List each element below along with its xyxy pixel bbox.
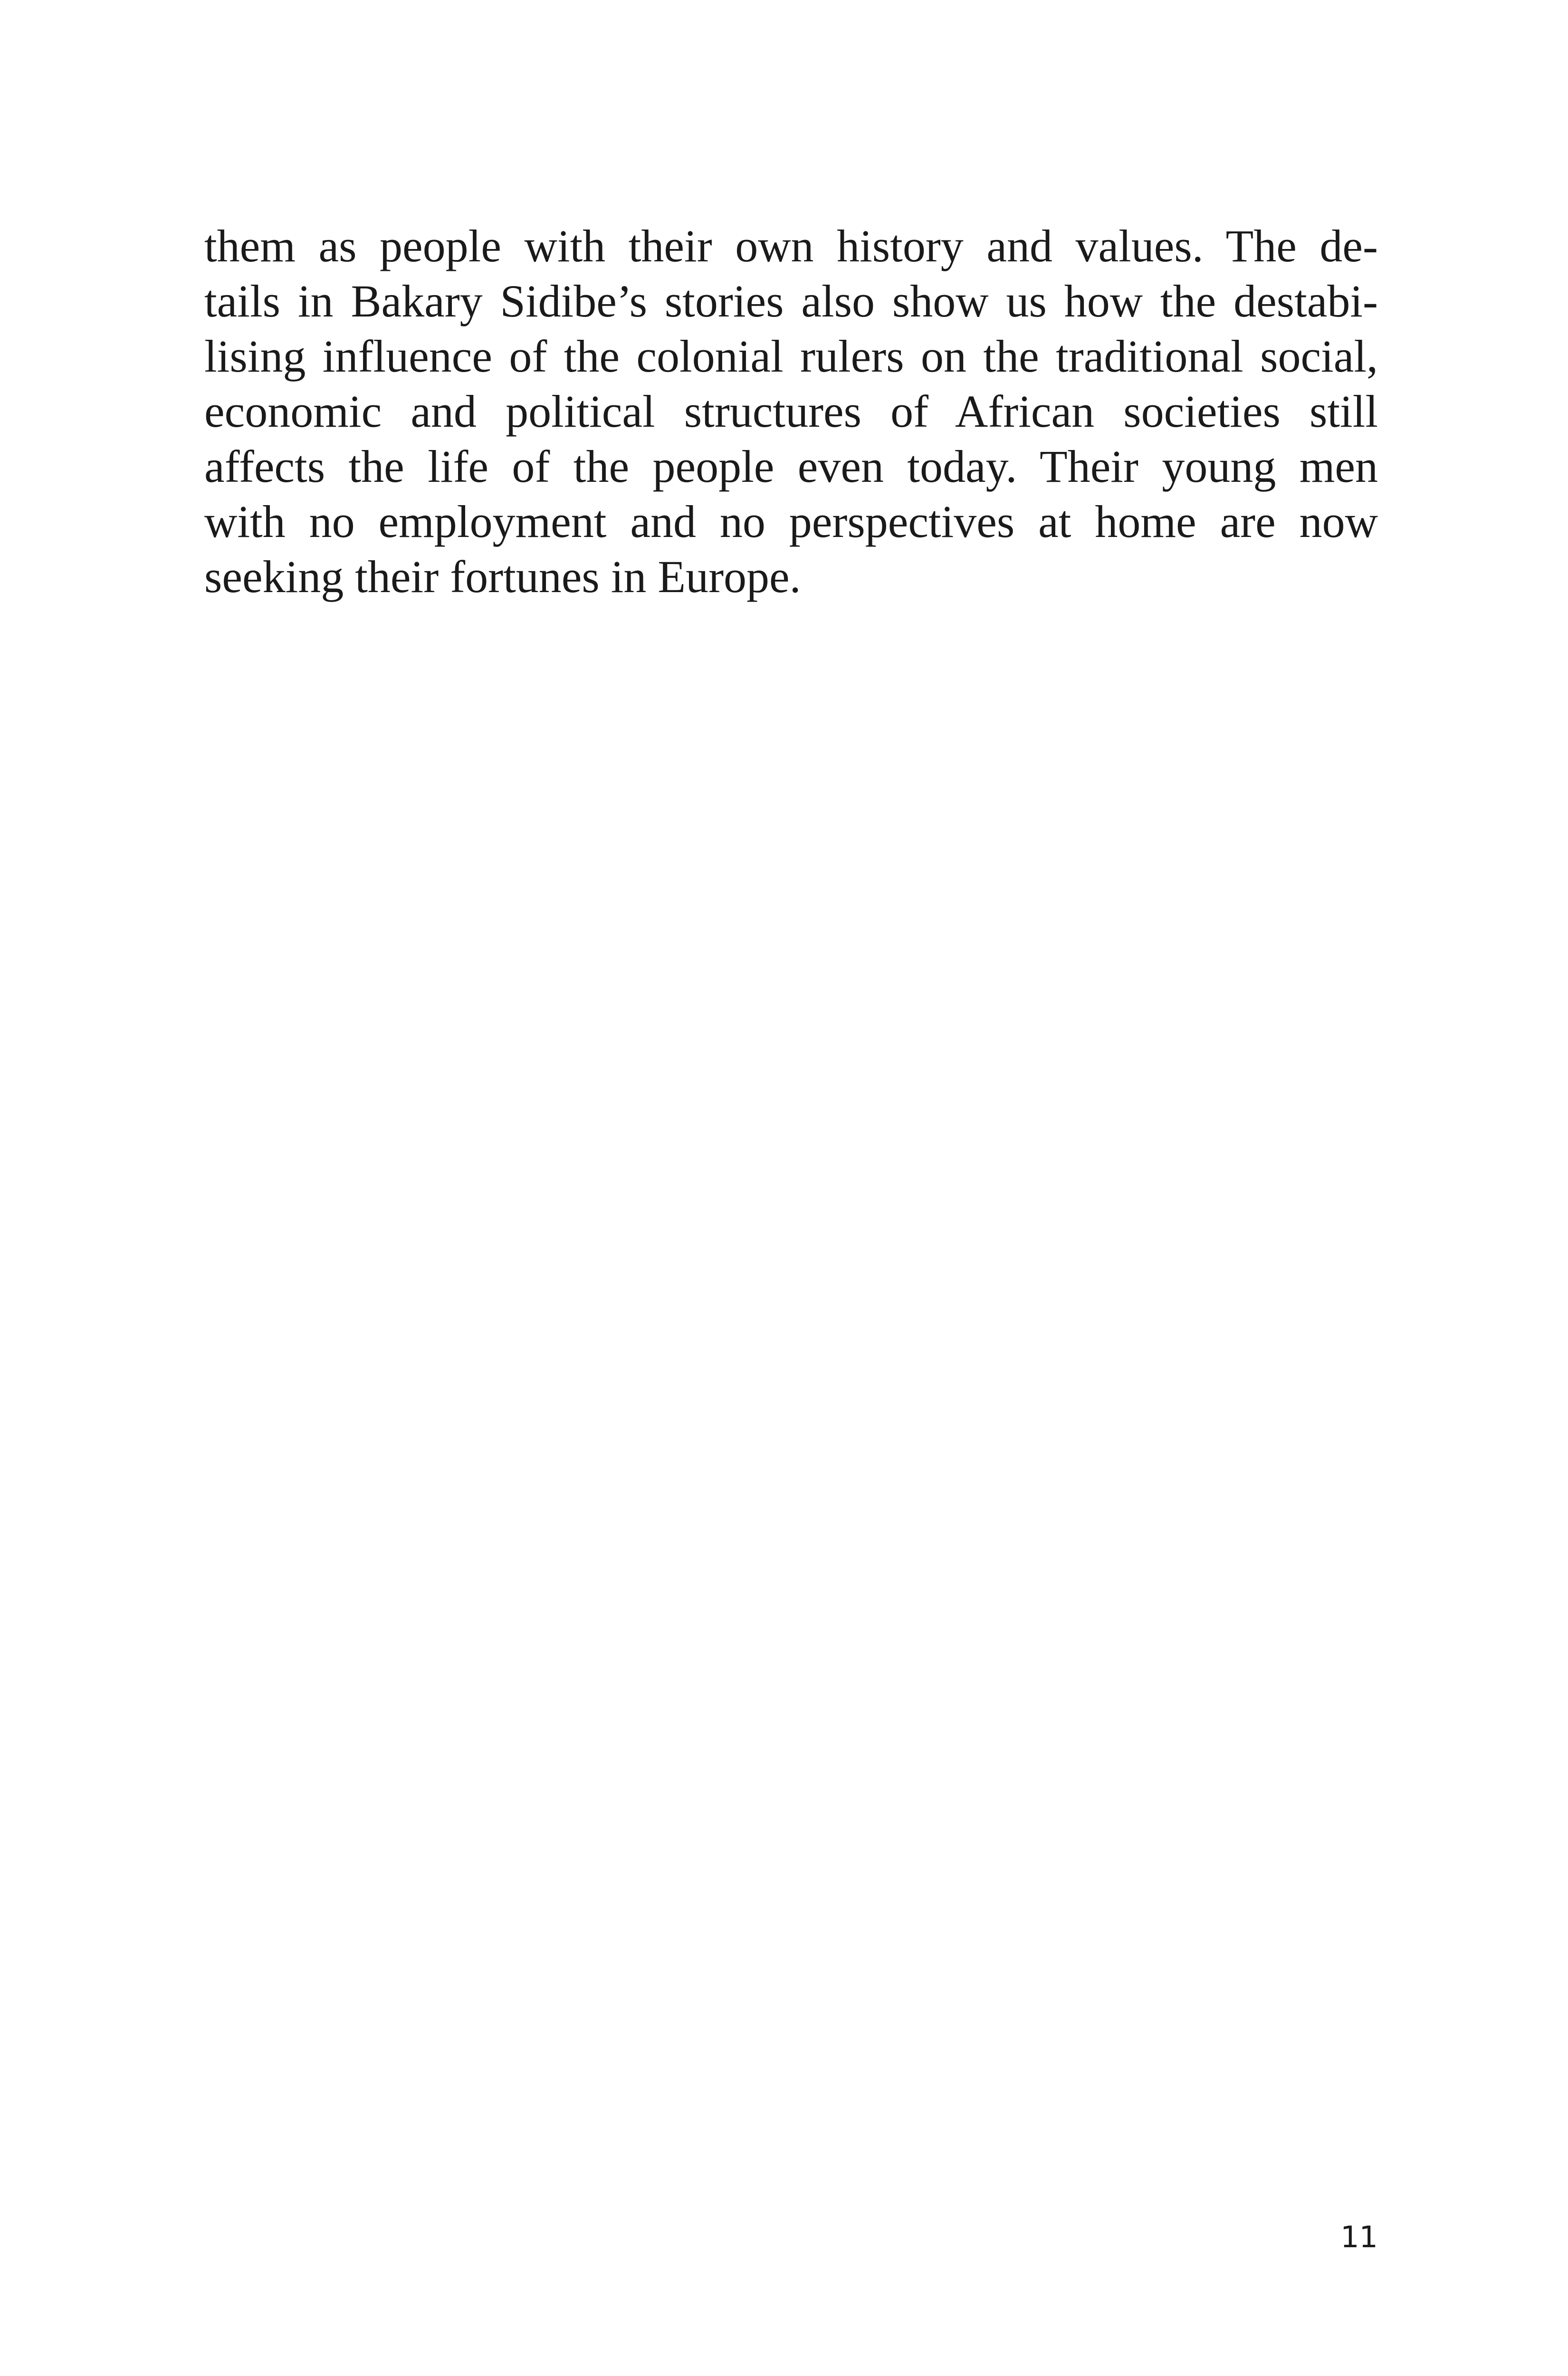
paragraph-line: tails in Bakary Sidibe’s stories also show us how the destabi-	[204, 276, 1378, 326]
paragraph-line: with no employment and no perspectives at home are now	[204, 496, 1378, 547]
paragraph-line: economic and political structures of African societies still	[204, 386, 1378, 437]
paragraph-line: affects the life of the people even today. Their young men	[204, 441, 1378, 492]
page-number: 11	[1340, 2220, 1378, 2254]
body-paragraph	[204, 219, 1378, 604]
paragraph-line-last: seeking their fortunes in Europe.	[204, 551, 801, 602]
paragraph-line: lising influence of the colonial rulers on the traditional social,	[204, 331, 1378, 382]
paragraph-line: them as people with their own history and values. The de-	[204, 220, 1378, 271]
